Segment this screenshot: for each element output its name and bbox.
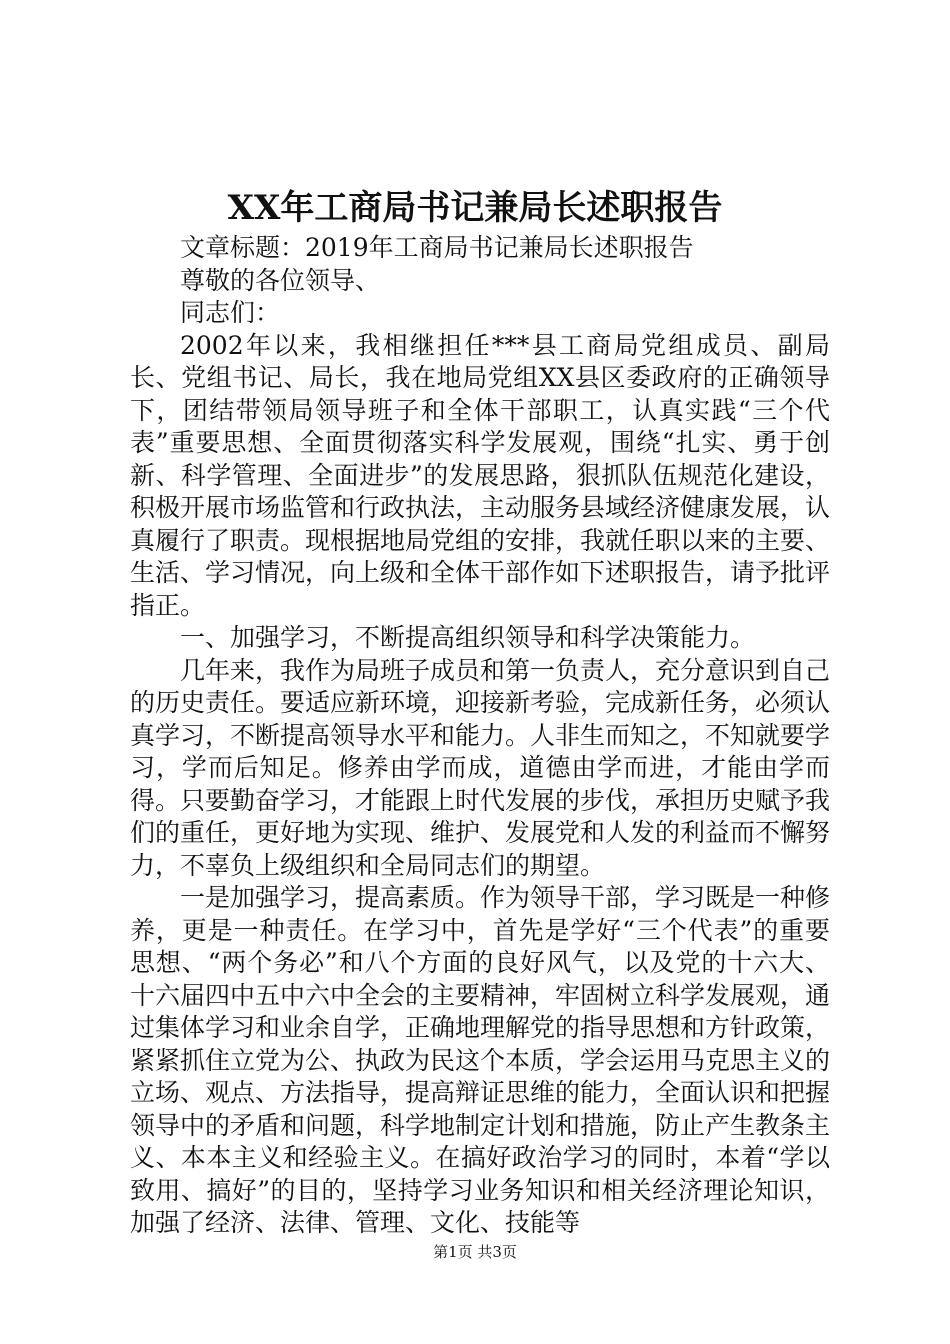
article-title-line: 文章标题：2019年工商局书记兼局长述职报告 [180,233,694,262]
body-paragraph-2: 一是加强学习，提高素质。作为领导干部，学习既是一种修养，更是一种责任。在学习中，首先是学好“三个代表”的重要思想、“两个务必”和八个方面的良好风气，以及党的十六大、十六届四中五中六中全会的主要精神，牢固树立科学发展观，通过集体学习和业余自学，正确地理解党的指导思想和方针政策，紧紧抓住立党为公、执政为民这个本质，学会运用马克思主义的立场、观点、方法指导，提高辩证思维的能力，全面认识和把握领导中的矛盾和问题，科学地制定计划和措施，防止产生教条主义、本本主义和经验主义。在搞好政治学习的同时，本着“学以致用、搞好”的目的，坚持学习业务知识和相关经济理论知识，加强了经济、法律、管理、文化、技能等 [130,883,831,1237]
intro-paragraph: 2002年以来，我相继担任***县工商局党组成员、副局长、党组书记、局长，我在地局党组XX县区委政府的正确领导下，团结带领局领导班子和全体干部职工，认真实践“三个代表”重要思想、全面贯彻落实科学发展观，围绕“扎实、勇于创新、科学管理、全面进步”的发展思路，狠抓队伍规范化建设，积极开展市场监管和行政执法，主动服务县域经济健康发展，认真履行了职责。现根据地局党组的安排，我就任职以来的主要、生活、学习情况，向上级和全体干部作如下述职报告，请予批评指正。 [130,330,831,620]
salutation-line-2: 同志们： [180,298,281,327]
document-body [130,232,830,1240]
page-number-footer: 第1页 共3页 [433,1243,517,1261]
section-heading-1: 一、加强学习，不断提高组织领导和科学决策能力。 [180,623,756,652]
salutation-line-1: 尊敬的各位领导、 [180,265,381,295]
document-title: XX年工商局书记兼局长述职报告 [227,188,723,228]
body-paragraph-1: 几年来，我作为局班子成员和第一负责人，充分意识到自己的历史责任。要适应新环境，迎接新考验，完成新任务，必须认真学习，不断提高领导水平和能力。人非生而知之，不知就要学习，学而后知足。修养由学而成，道德由学而进，才能由学而得。只要勤奋学习，才能跟上时代发展的步伐，承担历史赋予我们的重任，更好地为实现、维护、发展党和人发的利益而不懈努力，不辜负上级组织和全局同志们的期望。 [130,655,831,880]
